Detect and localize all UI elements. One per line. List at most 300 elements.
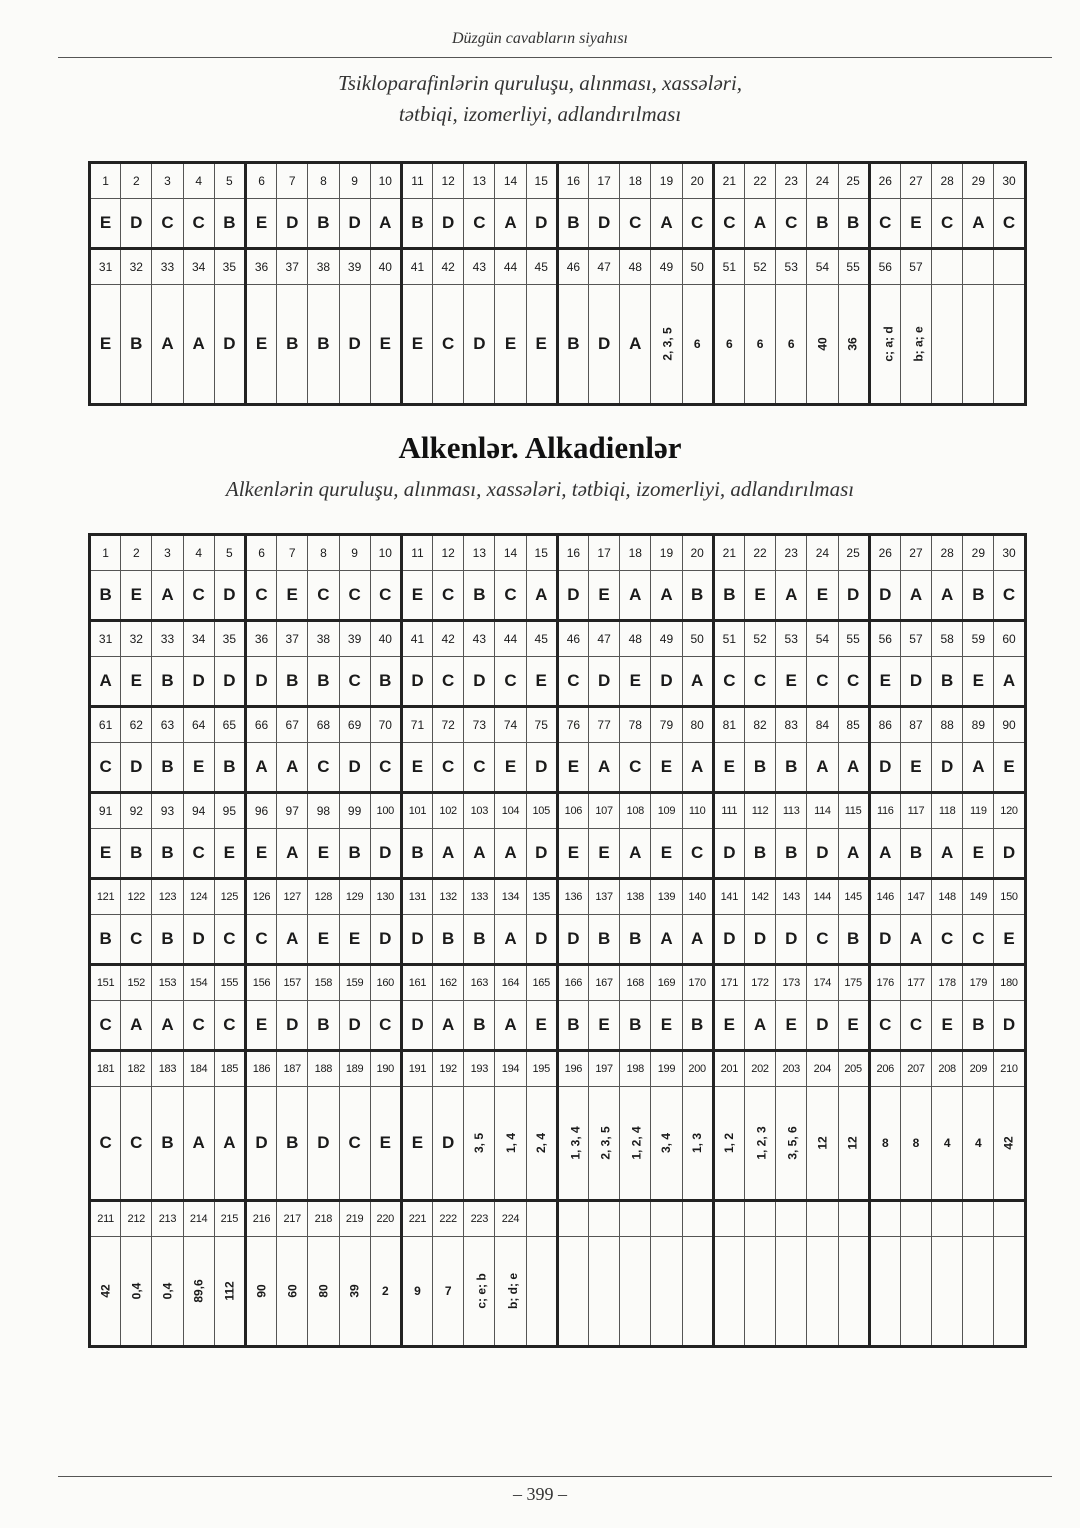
- question-number: 208: [932, 1051, 963, 1087]
- answer-cell: A: [370, 199, 401, 249]
- question-number: 131: [401, 879, 432, 915]
- question-number: 47: [589, 621, 620, 657]
- answer-value: 1, 3: [690, 1132, 705, 1154]
- answer-cell: B: [308, 1001, 339, 1051]
- answer-cell: [557, 1237, 588, 1347]
- question-number: 57: [900, 621, 931, 657]
- question-number: 190: [370, 1051, 401, 1087]
- question-number: 7: [277, 535, 308, 571]
- answer-cell: D: [339, 285, 370, 405]
- answer-cell: B: [214, 743, 245, 793]
- answer-cell: D: [245, 657, 276, 707]
- answer-cell: C: [682, 199, 713, 249]
- answer-cell: D: [932, 743, 963, 793]
- answer-cell: E: [526, 657, 557, 707]
- question-number: 134: [495, 879, 526, 915]
- answer-cell: [900, 1237, 931, 1347]
- answer-cell: B: [557, 1001, 588, 1051]
- question-number: [932, 249, 963, 285]
- section2-title: Alkenlər. Alkadienlər: [398, 430, 682, 465]
- answer-value: 2, 3, 5: [598, 1126, 613, 1160]
- question-number: 31: [90, 249, 121, 285]
- question-number: 32: [121, 249, 152, 285]
- question-number: 16: [557, 163, 588, 199]
- answer-value: 1, 2: [722, 1132, 737, 1154]
- question-number: 150: [994, 879, 1025, 915]
- question-number: 31: [90, 621, 121, 657]
- question-number: 111: [713, 793, 744, 829]
- section2-subtitle: Alkenlərin quruluşu, alınması, xassələri, tətbiqi, izomerliyi, adlandırılması: [225, 477, 855, 501]
- question-number: 1: [90, 163, 121, 199]
- answer-cell: B: [807, 199, 838, 249]
- question-number: 210: [994, 1051, 1025, 1087]
- answer-cell: D: [183, 657, 214, 707]
- number-row: [90, 793, 1026, 829]
- answer-cell: C: [869, 1001, 900, 1051]
- answer-cell: D: [401, 1001, 432, 1051]
- answer-cell: B: [776, 743, 807, 793]
- answer-cell: B: [589, 915, 620, 965]
- answer-cell: C: [900, 1001, 931, 1051]
- question-number: 136: [557, 879, 588, 915]
- answer-cell: A: [651, 199, 682, 249]
- question-number: 202: [744, 1051, 775, 1087]
- question-number: [963, 249, 994, 285]
- answer-cell: [526, 1087, 557, 1201]
- question-number: 12: [433, 535, 464, 571]
- question-number: 137: [589, 879, 620, 915]
- question-number: 5: [214, 535, 245, 571]
- question-number: 56: [869, 249, 900, 285]
- answer-cell: A: [963, 199, 994, 249]
- answer-cell: C: [90, 1087, 121, 1201]
- answer-cell: [651, 1087, 682, 1201]
- answer-cell: B: [557, 199, 588, 249]
- answer-cell: 4: [963, 1087, 994, 1201]
- question-number: 101: [401, 793, 432, 829]
- answer-cell: D: [713, 915, 744, 965]
- answer-cell: D: [900, 657, 931, 707]
- answer-cell: D: [183, 915, 214, 965]
- answer-cell: E: [744, 571, 775, 621]
- answer-cell: B: [963, 571, 994, 621]
- answer-cell: D: [464, 285, 495, 405]
- question-number: 45: [526, 621, 557, 657]
- question-number: 100: [370, 793, 401, 829]
- answer-cell: C: [308, 571, 339, 621]
- answer-cell: B: [339, 829, 370, 879]
- question-number: 68: [308, 707, 339, 743]
- answer-cell: E: [277, 571, 308, 621]
- question-number: 87: [900, 707, 931, 743]
- answer-cell: [744, 1237, 775, 1347]
- question-number: 51: [713, 249, 744, 285]
- question-number: 110: [682, 793, 713, 829]
- question-number: 19: [651, 163, 682, 199]
- answer-cell: A: [651, 915, 682, 965]
- question-number: 50: [682, 621, 713, 657]
- question-number: 10: [370, 535, 401, 571]
- question-number: 206: [869, 1051, 900, 1087]
- answer-cell: A: [277, 743, 308, 793]
- question-number: 55: [838, 621, 869, 657]
- answer-cell: B: [277, 285, 308, 405]
- answer-value: 2, 4: [534, 1132, 549, 1154]
- question-number: 27: [900, 535, 931, 571]
- answer-cell: A: [152, 1001, 183, 1051]
- question-number: 195: [526, 1051, 557, 1087]
- question-number: 127: [277, 879, 308, 915]
- answer-cell: A: [526, 571, 557, 621]
- answer-cell: B: [121, 285, 152, 405]
- question-number: 179: [963, 965, 994, 1001]
- answer-value: c; a; d: [881, 326, 896, 362]
- answer-cell: [495, 1237, 526, 1347]
- question-number: 36: [245, 249, 276, 285]
- question-number: 108: [620, 793, 651, 829]
- question-number: 67: [277, 707, 308, 743]
- question-number: 50: [682, 249, 713, 285]
- answer-cell: A: [183, 285, 214, 405]
- answer-cell: A: [776, 571, 807, 621]
- question-number: 146: [869, 879, 900, 915]
- answer-cell: E: [245, 1001, 276, 1051]
- answer-cell: B: [90, 571, 121, 621]
- question-number: 13: [464, 163, 495, 199]
- answer-value: b; d; e: [506, 1273, 521, 1309]
- question-number: 207: [900, 1051, 931, 1087]
- answer-value: 40: [815, 337, 830, 351]
- question-number: 34: [183, 249, 214, 285]
- question-number: 121: [90, 879, 121, 915]
- answer-cell: C: [308, 743, 339, 793]
- question-number: 123: [152, 879, 183, 915]
- question-number: 39: [339, 621, 370, 657]
- question-number: 144: [807, 879, 838, 915]
- answer-value: 42: [98, 1284, 113, 1298]
- answer-cell: D: [433, 1087, 464, 1201]
- question-number: 17: [589, 535, 620, 571]
- answer-cell: [589, 1237, 620, 1347]
- answer-cell: D: [869, 915, 900, 965]
- answer-cell: E: [900, 743, 931, 793]
- answer-cell: D: [589, 285, 620, 405]
- question-number: 164: [495, 965, 526, 1001]
- answer-cell: B: [152, 915, 183, 965]
- question-number: 29: [963, 535, 994, 571]
- answer-value: 80: [316, 1284, 331, 1298]
- question-number: 82: [744, 707, 775, 743]
- question-number: [651, 1201, 682, 1237]
- number-row: [90, 879, 1026, 915]
- question-number: 138: [620, 879, 651, 915]
- question-number: 62: [121, 707, 152, 743]
- question-number: 97: [277, 793, 308, 829]
- question-number: 59: [963, 621, 994, 657]
- question-number: 185: [214, 1051, 245, 1087]
- question-number: 86: [869, 707, 900, 743]
- answer-cell: B: [557, 285, 588, 405]
- question-number: 166: [557, 965, 588, 1001]
- answer-cell: D: [994, 1001, 1025, 1051]
- answer-cell: [963, 1237, 994, 1347]
- answer-value: 0,4: [160, 1282, 175, 1300]
- answer-cell: B: [838, 199, 869, 249]
- answer-cell: B: [932, 657, 963, 707]
- question-number: 159: [339, 965, 370, 1001]
- answer-cell: C: [339, 1087, 370, 1201]
- question-number: 16: [557, 535, 588, 571]
- question-number: 51: [713, 621, 744, 657]
- question-number: 5: [214, 163, 245, 199]
- answer-cell: A: [682, 915, 713, 965]
- answer-cell: D: [994, 829, 1025, 879]
- question-number: [744, 1201, 775, 1237]
- question-number: 24: [807, 535, 838, 571]
- answer-cell: D: [277, 1001, 308, 1051]
- question-number: 45: [526, 249, 557, 285]
- question-number: 88: [932, 707, 963, 743]
- question-number: 57: [900, 249, 931, 285]
- question-number: 13: [464, 535, 495, 571]
- question-number: 61: [90, 707, 121, 743]
- question-number: [838, 1201, 869, 1237]
- answer-cell: E: [900, 199, 931, 249]
- number-row: [90, 535, 1026, 571]
- answer-cell: [807, 1237, 838, 1347]
- question-number: 8: [308, 535, 339, 571]
- question-number: 147: [900, 879, 931, 915]
- answer-cell: 7: [433, 1237, 464, 1347]
- question-number: 6: [245, 535, 276, 571]
- question-number: 79: [651, 707, 682, 743]
- answer-cell: A: [869, 829, 900, 879]
- answer-cell: D: [589, 657, 620, 707]
- question-number: [869, 1201, 900, 1237]
- question-number: 167: [589, 965, 620, 1001]
- question-number: 27: [900, 163, 931, 199]
- answer-cell: A: [152, 571, 183, 621]
- answer-cell: C: [433, 743, 464, 793]
- question-number: 92: [121, 793, 152, 829]
- answer-cell: C: [183, 199, 214, 249]
- question-number: [994, 249, 1025, 285]
- answer-value: 89,6: [191, 1279, 206, 1303]
- question-number: 216: [245, 1201, 276, 1237]
- answer-cell: B: [464, 571, 495, 621]
- question-number: [776, 1201, 807, 1237]
- answer-cell: [900, 285, 931, 405]
- answer-cell: C: [620, 199, 651, 249]
- question-number: 63: [152, 707, 183, 743]
- answer-cell: [464, 1087, 495, 1201]
- answer-cell: A: [183, 1087, 214, 1201]
- answer-cell: E: [838, 1001, 869, 1051]
- question-number: 52: [744, 249, 775, 285]
- question-number: [682, 1201, 713, 1237]
- question-number: 205: [838, 1051, 869, 1087]
- question-number: 43: [464, 621, 495, 657]
- question-number: 93: [152, 793, 183, 829]
- answer-cell: [183, 1237, 214, 1347]
- question-number: 24: [807, 163, 838, 199]
- question-number: 2: [121, 163, 152, 199]
- answer-cell: [838, 285, 869, 405]
- question-number: 99: [339, 793, 370, 829]
- question-number: 41: [401, 621, 432, 657]
- answer-cell: D: [433, 199, 464, 249]
- answer-value: 39: [347, 1284, 362, 1298]
- answer-cell: D: [838, 571, 869, 621]
- answer-cell: B: [744, 829, 775, 879]
- answer-value: b; a; e: [911, 326, 926, 362]
- question-number: 194: [495, 1051, 526, 1087]
- question-number: 221: [401, 1201, 432, 1237]
- question-number: 182: [121, 1051, 152, 1087]
- answer-cell: D: [370, 829, 401, 879]
- answer-cell: C: [370, 571, 401, 621]
- question-number: [526, 1201, 557, 1237]
- question-number: 3: [152, 535, 183, 571]
- question-number: 84: [807, 707, 838, 743]
- answer-cell: [277, 1237, 308, 1347]
- answer-cell: D: [339, 199, 370, 249]
- question-number: 29: [963, 163, 994, 199]
- question-number: 40: [370, 621, 401, 657]
- question-number: 173: [776, 965, 807, 1001]
- answer-cell: A: [589, 743, 620, 793]
- answer-cell: C: [807, 657, 838, 707]
- answer-cell: D: [557, 915, 588, 965]
- answer-cell: A: [838, 829, 869, 879]
- question-number: 200: [682, 1051, 713, 1087]
- answer-cell: C: [121, 1087, 152, 1201]
- question-number: 120: [994, 793, 1025, 829]
- question-number: 162: [433, 965, 464, 1001]
- question-number: 157: [277, 965, 308, 1001]
- question-number: 38: [308, 621, 339, 657]
- answer-cell: E: [401, 285, 432, 405]
- question-number: 98: [308, 793, 339, 829]
- answer-cell: [994, 285, 1025, 405]
- answer-cell: A: [682, 743, 713, 793]
- answer-cell: B: [121, 829, 152, 879]
- question-number: 20: [682, 163, 713, 199]
- question-number: 219: [339, 1201, 370, 1237]
- footer-rule: [58, 1476, 1052, 1477]
- answer-cell: D: [589, 199, 620, 249]
- answer-cell: [994, 1237, 1025, 1347]
- answer-cell: C: [682, 829, 713, 879]
- answer-cell: C: [713, 657, 744, 707]
- question-number: 160: [370, 965, 401, 1001]
- question-number: 28: [932, 163, 963, 199]
- answer-row: [90, 1087, 1026, 1201]
- answer-row: [90, 743, 1026, 793]
- answer-row: [90, 285, 1026, 405]
- answer-cell: E: [90, 285, 121, 405]
- answer-cell: C: [121, 915, 152, 965]
- answer-cell: [682, 1237, 713, 1347]
- question-number: 106: [557, 793, 588, 829]
- answer-cell: 8: [869, 1087, 900, 1201]
- answer-cell: B: [214, 199, 245, 249]
- answer-cell: D: [807, 829, 838, 879]
- answer-row: [90, 829, 1026, 879]
- answer-cell: A: [900, 571, 931, 621]
- question-number: 72: [433, 707, 464, 743]
- question-number: 174: [807, 965, 838, 1001]
- question-number: 193: [464, 1051, 495, 1087]
- answer-cell: [807, 1087, 838, 1201]
- question-number: 201: [713, 1051, 744, 1087]
- answer-cell: B: [90, 915, 121, 965]
- answer-row: [90, 1237, 1026, 1347]
- answer-cell: E: [526, 285, 557, 405]
- question-number: 196: [557, 1051, 588, 1087]
- answer-cell: 4: [932, 1087, 963, 1201]
- answer-cell: A: [495, 199, 526, 249]
- question-number: 187: [277, 1051, 308, 1087]
- answer-cell: E: [401, 1087, 432, 1201]
- answer-cell: C: [433, 285, 464, 405]
- question-number: 222: [433, 1201, 464, 1237]
- question-number: 148: [932, 879, 963, 915]
- answer-value: 90: [254, 1284, 269, 1298]
- answer-table-alkenes: [88, 533, 1027, 1348]
- answer-value: 1, 3, 4: [568, 1126, 583, 1160]
- answer-cell: B: [152, 743, 183, 793]
- answer-cell: A: [838, 743, 869, 793]
- question-number: [932, 1201, 963, 1237]
- answer-cell: C: [932, 915, 963, 965]
- answer-cell: C: [838, 657, 869, 707]
- question-number: 175: [838, 965, 869, 1001]
- answer-cell: A: [152, 285, 183, 405]
- answer-cell: [557, 1087, 588, 1201]
- question-number: 20: [682, 535, 713, 571]
- question-number: 23: [776, 535, 807, 571]
- answer-cell: B: [433, 915, 464, 965]
- answer-cell: E: [121, 657, 152, 707]
- question-number: 75: [526, 707, 557, 743]
- question-number: 32: [121, 621, 152, 657]
- question-number: 60: [994, 621, 1025, 657]
- question-number: 135: [526, 879, 557, 915]
- answer-cell: E: [994, 743, 1025, 793]
- answer-cell: D: [713, 829, 744, 879]
- question-number: 53: [776, 621, 807, 657]
- answer-cell: 6: [682, 285, 713, 405]
- answer-cell: E: [495, 285, 526, 405]
- question-number: 128: [308, 879, 339, 915]
- answer-cell: C: [214, 915, 245, 965]
- answer-cell: C: [152, 199, 183, 249]
- answer-cell: C: [495, 571, 526, 621]
- answer-cell: D: [214, 657, 245, 707]
- number-row: [90, 1201, 1026, 1237]
- answer-cell: [776, 1237, 807, 1347]
- answer-cell: B: [963, 1001, 994, 1051]
- answer-cell: C: [963, 915, 994, 965]
- question-number: 25: [838, 535, 869, 571]
- answer-cell: B: [401, 829, 432, 879]
- answer-cell: C: [90, 743, 121, 793]
- answer-value: 36: [846, 337, 861, 351]
- question-number: 14: [495, 535, 526, 571]
- answer-cell: [713, 1087, 744, 1201]
- answer-value: 3, 5, 6: [785, 1126, 800, 1160]
